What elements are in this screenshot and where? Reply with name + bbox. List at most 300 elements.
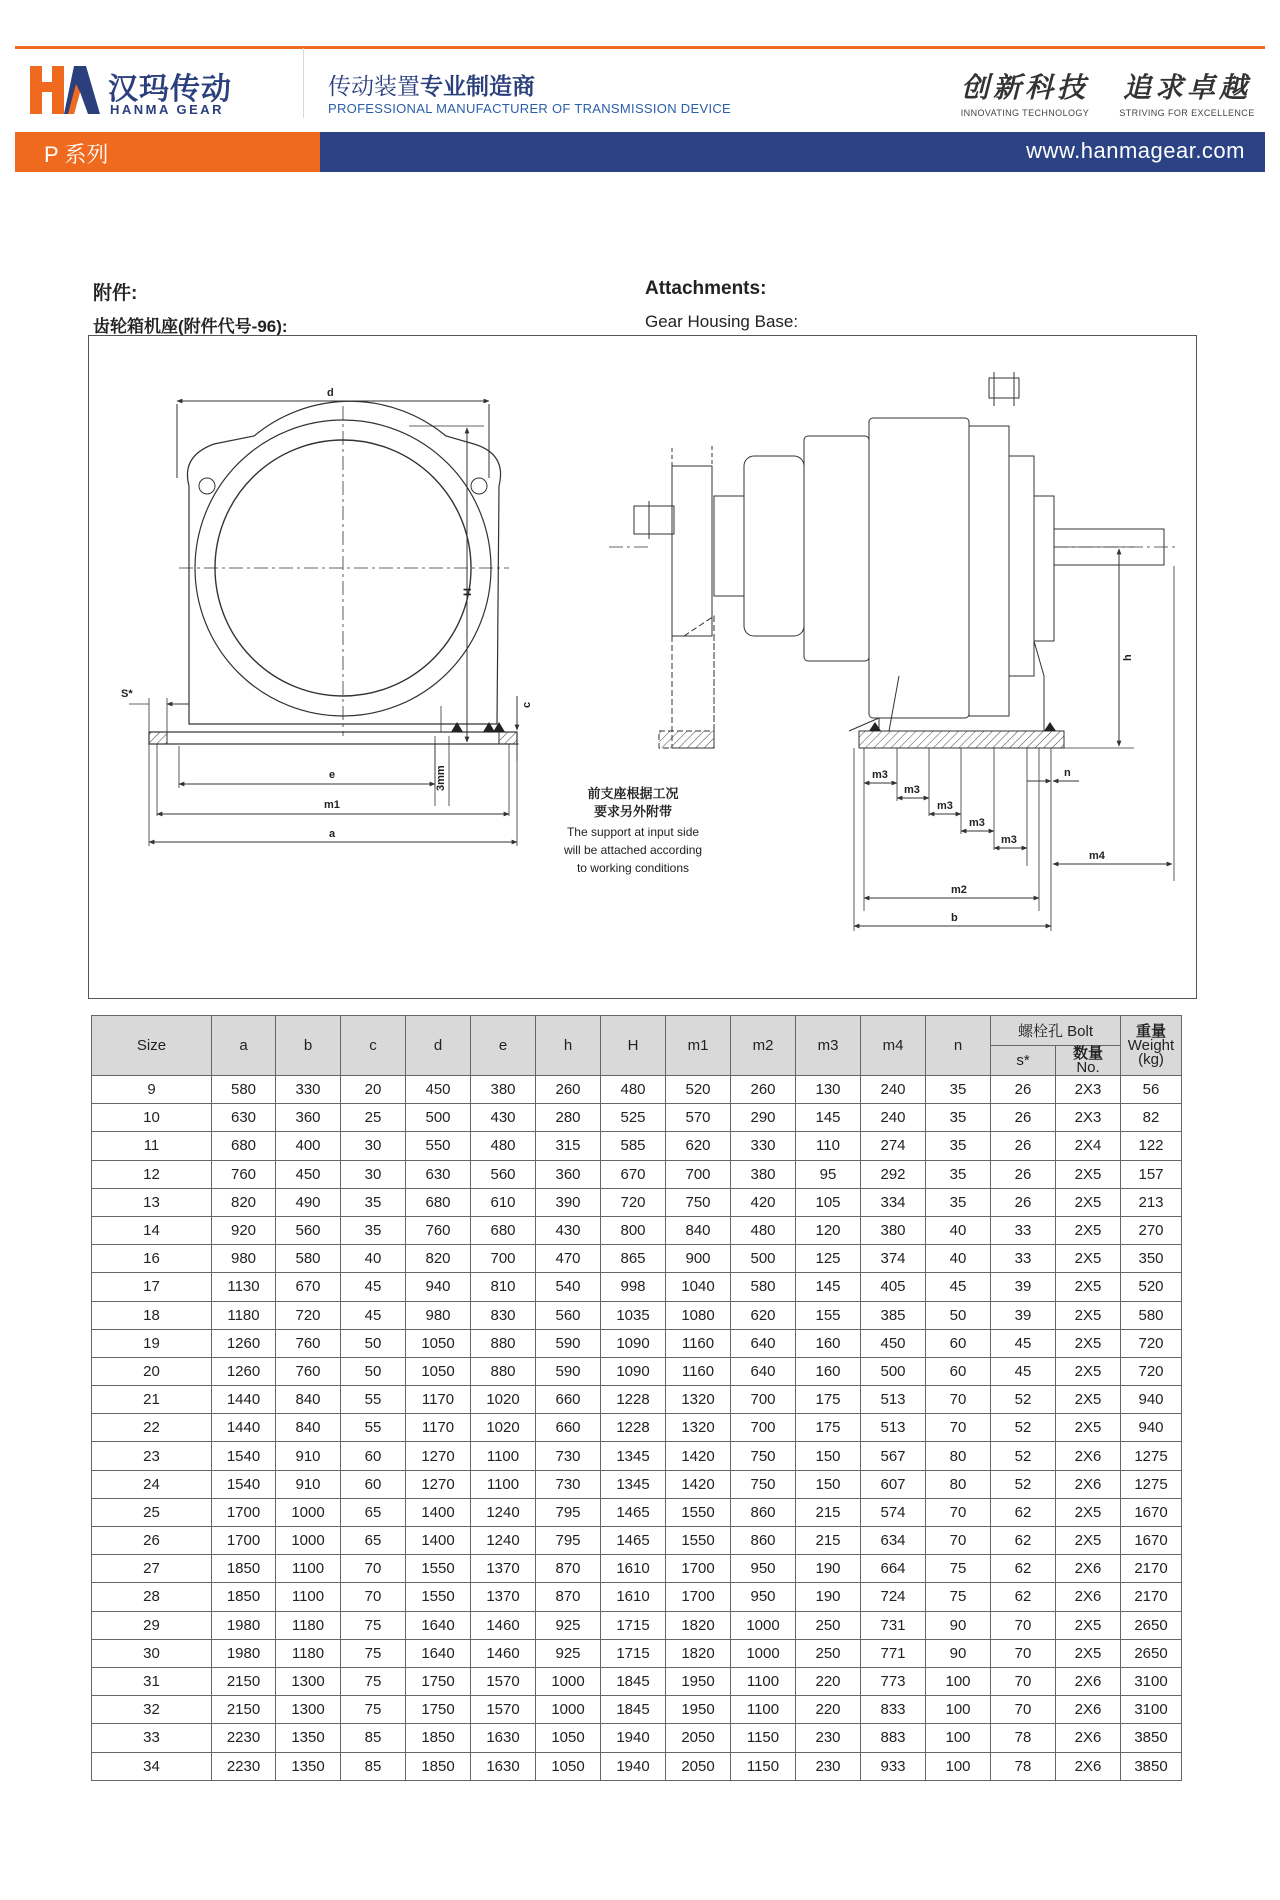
table-cell: 240 xyxy=(861,1076,926,1104)
table-cell: 150 xyxy=(796,1442,861,1470)
table-cell: 213 xyxy=(1121,1188,1182,1216)
table-cell: 122 xyxy=(1121,1132,1182,1160)
table-row xyxy=(92,1329,1182,1357)
table-cell: 230 xyxy=(796,1724,861,1752)
table-cell: 70 xyxy=(991,1611,1056,1639)
col-h: h xyxy=(536,1016,601,1076)
table-cell: 1000 xyxy=(276,1527,341,1555)
table-cell: 360 xyxy=(276,1104,341,1132)
table-cell: 70 xyxy=(991,1667,1056,1695)
table-cell: 50 xyxy=(341,1329,406,1357)
col-n: n xyxy=(926,1016,991,1076)
table-cell: 60 xyxy=(341,1442,406,1470)
table-cell: 26 xyxy=(991,1132,1056,1160)
note-cn-line1: 前支座根据工况 xyxy=(587,786,679,801)
table-cell: 1550 xyxy=(406,1583,471,1611)
table-cell: 700 xyxy=(471,1245,536,1273)
slogan-striving xyxy=(1112,66,1262,118)
table-cell: 2X5 xyxy=(1056,1273,1121,1301)
table-cell: 26 xyxy=(92,1527,212,1555)
table-cell: 250 xyxy=(796,1639,861,1667)
table-cell: 2150 xyxy=(212,1696,276,1724)
table-cell: 10 xyxy=(92,1104,212,1132)
dim-e-label: e xyxy=(329,769,336,781)
table-cell: 1820 xyxy=(666,1639,731,1667)
table-cell: 720 xyxy=(1121,1357,1182,1385)
table-cell: 513 xyxy=(861,1414,926,1442)
col-s: s* xyxy=(991,1046,1056,1076)
table-cell: 1080 xyxy=(666,1301,731,1329)
table-cell: 40 xyxy=(341,1245,406,1273)
table-cell: 860 xyxy=(731,1527,796,1555)
dim-b-label: b xyxy=(951,912,958,924)
table-cell: 2X5 xyxy=(1056,1639,1121,1667)
table-cell: 1100 xyxy=(471,1442,536,1470)
table-cell: 16 xyxy=(92,1245,212,1273)
table-cell: 580 xyxy=(212,1076,276,1104)
table-cell: 1980 xyxy=(212,1611,276,1639)
table-cell: 45 xyxy=(926,1273,991,1301)
table-cell: 75 xyxy=(341,1639,406,1667)
table-cell: 22 xyxy=(92,1414,212,1442)
table-cell: 590 xyxy=(536,1357,601,1385)
table-row xyxy=(92,1696,1182,1724)
table-cell: 724 xyxy=(861,1583,926,1611)
table-cell: 2X6 xyxy=(1056,1555,1121,1583)
table-cell: 680 xyxy=(471,1216,536,1244)
table-cell: 870 xyxy=(536,1555,601,1583)
table-cell: 274 xyxy=(861,1132,926,1160)
table-cell: 70 xyxy=(341,1555,406,1583)
table-cell: 700 xyxy=(666,1160,731,1188)
table-cell: 2X5 xyxy=(1056,1160,1121,1188)
table-cell: 940 xyxy=(1121,1386,1182,1414)
header-divider xyxy=(303,48,304,118)
table-cell: 215 xyxy=(796,1498,861,1526)
table-cell: 700 xyxy=(731,1414,796,1442)
table-row xyxy=(92,1442,1182,1470)
col-d: d xyxy=(406,1016,471,1076)
table-cell: 26 xyxy=(991,1104,1056,1132)
table-cell: 2X5 xyxy=(1056,1329,1121,1357)
table-cell: 420 xyxy=(731,1188,796,1216)
table-cell: 155 xyxy=(796,1301,861,1329)
table-cell: 880 xyxy=(471,1357,536,1385)
table-cell: 2X5 xyxy=(1056,1357,1121,1385)
dim-m3-label-2: m3 xyxy=(904,784,920,796)
table-cell: 405 xyxy=(861,1273,926,1301)
table-cell: 80 xyxy=(926,1470,991,1498)
table-cell: 1670 xyxy=(1121,1498,1182,1526)
table-cell: 145 xyxy=(796,1104,861,1132)
no-cn: 数量 xyxy=(1072,1044,1103,1062)
table-cell: 1350 xyxy=(276,1752,341,1780)
table-cell: 2X5 xyxy=(1056,1414,1121,1442)
table-row xyxy=(92,1357,1182,1385)
table-cell: 1570 xyxy=(471,1667,536,1695)
table-cell: 610 xyxy=(471,1188,536,1216)
table-cell: 925 xyxy=(536,1611,601,1639)
table-cell: 35 xyxy=(341,1216,406,1244)
table-cell: 1370 xyxy=(471,1583,536,1611)
table-cell: 56 xyxy=(1121,1076,1182,1104)
table-cell: 315 xyxy=(536,1132,601,1160)
table-cell: 585 xyxy=(601,1132,666,1160)
table-cell: 1040 xyxy=(666,1273,731,1301)
table-cell: 215 xyxy=(796,1527,861,1555)
table-cell: 1980 xyxy=(212,1639,276,1667)
table-cell: 19 xyxy=(92,1329,212,1357)
table-cell: 1160 xyxy=(666,1329,731,1357)
table-cell: 670 xyxy=(276,1273,341,1301)
table-cell: 1640 xyxy=(406,1639,471,1667)
table-cell: 270 xyxy=(1121,1216,1182,1244)
table-cell: 1845 xyxy=(601,1696,666,1724)
table-row xyxy=(92,1724,1182,1752)
table-cell: 2050 xyxy=(666,1724,731,1752)
table-cell: 630 xyxy=(406,1160,471,1188)
table-cell: 52 xyxy=(991,1470,1056,1498)
table-cell: 95 xyxy=(796,1160,861,1188)
table-cell: 490 xyxy=(276,1188,341,1216)
table-row xyxy=(92,1611,1182,1639)
table-cell: 1460 xyxy=(471,1639,536,1667)
table-cell: 20 xyxy=(92,1357,212,1385)
table-row xyxy=(92,1667,1182,1695)
hanma-logo-icon xyxy=(28,62,103,117)
table-cell: 750 xyxy=(731,1442,796,1470)
table-cell: 230 xyxy=(796,1752,861,1780)
table-cell: 380 xyxy=(731,1160,796,1188)
table-cell: 2X5 xyxy=(1056,1498,1121,1526)
table-cell: 175 xyxy=(796,1414,861,1442)
table-cell: 1610 xyxy=(601,1583,666,1611)
table-cell: 30 xyxy=(341,1160,406,1188)
table-cell: 1240 xyxy=(471,1527,536,1555)
table-cell: 1550 xyxy=(666,1527,731,1555)
table-cell: 1020 xyxy=(471,1386,536,1414)
note-cn-line2: 要求另外附带 xyxy=(593,804,673,819)
col-m2: m2 xyxy=(731,1016,796,1076)
tagline-bold: 专业制造商 xyxy=(420,73,535,99)
table-cell: 2X3 xyxy=(1056,1076,1121,1104)
table-cell: 2230 xyxy=(212,1724,276,1752)
table-cell: 950 xyxy=(731,1555,796,1583)
table-cell: 14 xyxy=(92,1216,212,1244)
table-cell: 65 xyxy=(341,1527,406,1555)
table-cell: 78 xyxy=(991,1752,1056,1780)
table-cell: 2X5 xyxy=(1056,1188,1121,1216)
table-cell: 450 xyxy=(276,1160,341,1188)
table-row xyxy=(92,1245,1182,1273)
table-cell: 70 xyxy=(926,1386,991,1414)
tagline-english: PROFESSIONAL MANUFACTURER OF TRANSMISSION DEVICE xyxy=(328,101,732,116)
table-cell: 65 xyxy=(341,1498,406,1526)
slogan2-chinese: 追求卓越 xyxy=(1122,71,1251,104)
table-cell: 480 xyxy=(471,1132,536,1160)
table-cell: 1000 xyxy=(536,1696,601,1724)
table-cell: 11 xyxy=(92,1132,212,1160)
table-cell: 35 xyxy=(341,1188,406,1216)
table-cell: 925 xyxy=(536,1639,601,1667)
table-cell: 157 xyxy=(1121,1160,1182,1188)
table-cell: 45 xyxy=(991,1357,1056,1385)
table-row xyxy=(92,1498,1182,1526)
table-cell: 1700 xyxy=(212,1527,276,1555)
table-cell: 1000 xyxy=(731,1639,796,1667)
table-cell: 525 xyxy=(601,1104,666,1132)
table-cell: 630 xyxy=(212,1104,276,1132)
table-cell: 430 xyxy=(536,1216,601,1244)
dim-s-label: S* xyxy=(121,688,133,700)
table-cell: 795 xyxy=(536,1527,601,1555)
series-label: P 系列 xyxy=(44,142,109,167)
table-cell: 664 xyxy=(861,1555,926,1583)
table-cell: 771 xyxy=(861,1639,926,1667)
table-cell: 13 xyxy=(92,1188,212,1216)
col-a: a xyxy=(212,1016,276,1076)
table-cell: 580 xyxy=(1121,1301,1182,1329)
table-cell: 33 xyxy=(92,1724,212,1752)
table-row xyxy=(92,1752,1182,1780)
table-cell: 35 xyxy=(926,1104,991,1132)
table-cell: 2X6 xyxy=(1056,1696,1121,1724)
col-H: H xyxy=(601,1016,666,1076)
table-cell: 520 xyxy=(666,1076,731,1104)
table-cell: 3100 xyxy=(1121,1696,1182,1724)
table-row xyxy=(92,1132,1182,1160)
table-cell: 1820 xyxy=(666,1611,731,1639)
table-row xyxy=(92,1301,1182,1329)
table-cell: 680 xyxy=(212,1132,276,1160)
table-cell: 26 xyxy=(991,1076,1056,1104)
table-cell: 1940 xyxy=(601,1752,666,1780)
dim-d-label: d xyxy=(327,387,334,399)
table-cell: 1090 xyxy=(601,1329,666,1357)
table-cell: 1130 xyxy=(212,1273,276,1301)
table-cell: 450 xyxy=(406,1076,471,1104)
table-cell: 2650 xyxy=(1121,1639,1182,1667)
table-cell: 840 xyxy=(276,1386,341,1414)
table-cell: 1700 xyxy=(666,1555,731,1583)
table-cell: 80 xyxy=(926,1442,991,1470)
front-view xyxy=(121,387,533,846)
table-cell: 20 xyxy=(341,1076,406,1104)
table-cell: 660 xyxy=(536,1414,601,1442)
table-cell: 1750 xyxy=(406,1667,471,1695)
table-cell: 35 xyxy=(926,1076,991,1104)
table-cell: 2X6 xyxy=(1056,1752,1121,1780)
table-cell: 750 xyxy=(731,1470,796,1498)
table-cell: 634 xyxy=(861,1527,926,1555)
table-cell: 560 xyxy=(471,1160,536,1188)
dim-h-label: h xyxy=(1122,654,1134,661)
table-cell: 250 xyxy=(796,1611,861,1639)
table-cell: 145 xyxy=(796,1273,861,1301)
table-cell: 75 xyxy=(341,1667,406,1695)
table-cell: 3850 xyxy=(1121,1752,1182,1780)
table-header xyxy=(92,1016,1182,1076)
table-cell: 31 xyxy=(92,1667,212,1695)
dim-c-label: c xyxy=(521,701,533,708)
table-cell: 800 xyxy=(601,1216,666,1244)
table-cell: 60 xyxy=(341,1470,406,1498)
table-cell: 1300 xyxy=(276,1667,341,1695)
table-cell: 500 xyxy=(861,1357,926,1385)
weight-cn: 重量 xyxy=(1135,1022,1166,1040)
table-cell: 870 xyxy=(536,1583,601,1611)
table-cell: 125 xyxy=(796,1245,861,1273)
table-cell: 2X3 xyxy=(1056,1104,1121,1132)
table-cell: 731 xyxy=(861,1611,926,1639)
table-cell: 1850 xyxy=(212,1583,276,1611)
table-cell: 760 xyxy=(276,1329,341,1357)
table-cell: 620 xyxy=(666,1132,731,1160)
table-cell: 150 xyxy=(796,1470,861,1498)
table-cell: 90 xyxy=(926,1611,991,1639)
table-cell: 580 xyxy=(731,1273,796,1301)
table-cell: 2170 xyxy=(1121,1555,1182,1583)
hanma-logo xyxy=(28,60,278,120)
table-cell: 52 xyxy=(991,1414,1056,1442)
table-cell: 1000 xyxy=(276,1498,341,1526)
table-cell: 160 xyxy=(796,1329,861,1357)
table-cell: 1050 xyxy=(406,1357,471,1385)
table-cell: 35 xyxy=(926,1188,991,1216)
table-cell: 1630 xyxy=(471,1752,536,1780)
table-cell: 1345 xyxy=(601,1470,666,1498)
dim-m3-label-1: m3 xyxy=(872,769,888,781)
col-size: Size xyxy=(92,1016,212,1076)
table-cell: 380 xyxy=(861,1216,926,1244)
weight-en: Weight xyxy=(1127,1036,1175,1054)
table-cell: 760 xyxy=(276,1357,341,1385)
table-cell: 1275 xyxy=(1121,1470,1182,1498)
table-cell: 950 xyxy=(731,1583,796,1611)
table-cell: 2X6 xyxy=(1056,1470,1121,1498)
table-cell: 760 xyxy=(212,1160,276,1188)
table-cell: 33 xyxy=(991,1216,1056,1244)
table-row xyxy=(92,1386,1182,1414)
website-link[interactable]: www.hanmagear.com xyxy=(1026,138,1245,163)
table-row xyxy=(92,1555,1182,1583)
table-cell: 1180 xyxy=(276,1639,341,1667)
table-cell: 220 xyxy=(796,1667,861,1695)
table-cell: 390 xyxy=(536,1188,601,1216)
table-cell: 730 xyxy=(536,1470,601,1498)
header-top-line xyxy=(15,46,1265,49)
col-e: e xyxy=(471,1016,536,1076)
table-cell: 1320 xyxy=(666,1414,731,1442)
table-cell: 70 xyxy=(926,1414,991,1442)
slogan2-english: STRIVING FOR EXCELLENCE xyxy=(1119,108,1255,118)
table-cell: 833 xyxy=(861,1696,926,1724)
table-cell: 940 xyxy=(1121,1414,1182,1442)
table-cell: 1940 xyxy=(601,1724,666,1752)
table-cell: 840 xyxy=(276,1414,341,1442)
table-cell: 1540 xyxy=(212,1470,276,1498)
table-cell: 1715 xyxy=(601,1611,666,1639)
table-cell: 1465 xyxy=(601,1527,666,1555)
table-cell: 1150 xyxy=(731,1724,796,1752)
table-cell: 1100 xyxy=(731,1696,796,1724)
gear-housing-base-drawing xyxy=(89,336,1196,998)
table-cell: 70 xyxy=(926,1498,991,1526)
table-cell: 1640 xyxy=(406,1611,471,1639)
table-cell: 290 xyxy=(731,1104,796,1132)
weight-unit: (kg) xyxy=(1138,1050,1164,1068)
tagline-normal: 传动装置 xyxy=(328,73,420,99)
tagline-chinese xyxy=(328,68,535,101)
table-cell: 1550 xyxy=(406,1555,471,1583)
table-cell: 85 xyxy=(341,1752,406,1780)
note-en-line2: will be attached according xyxy=(563,843,703,857)
table-cell: 480 xyxy=(731,1216,796,1244)
table-cell: 998 xyxy=(601,1273,666,1301)
table-row xyxy=(92,1104,1182,1132)
slogan1-english: INNOVATING TECHNOLOGY xyxy=(960,108,1090,118)
table-cell: 12 xyxy=(92,1160,212,1188)
table-cell: 45 xyxy=(341,1301,406,1329)
table-cell: 62 xyxy=(991,1583,1056,1611)
table-cell: 35 xyxy=(926,1132,991,1160)
dim-H-label: H xyxy=(462,588,474,596)
table-cell: 910 xyxy=(276,1470,341,1498)
table-cell: 17 xyxy=(92,1273,212,1301)
table-cell: 35 xyxy=(926,1160,991,1188)
table-cell: 1180 xyxy=(212,1301,276,1329)
table-cell: 55 xyxy=(341,1414,406,1442)
table-cell: 1100 xyxy=(276,1583,341,1611)
table-body xyxy=(92,1076,1182,1781)
table-cell: 50 xyxy=(926,1301,991,1329)
table-cell: 820 xyxy=(212,1188,276,1216)
table-cell: 25 xyxy=(92,1498,212,1526)
col-no xyxy=(1056,1046,1121,1076)
table-cell: 30 xyxy=(92,1639,212,1667)
table-row xyxy=(92,1527,1182,1555)
table-cell: 100 xyxy=(926,1696,991,1724)
table-cell: 50 xyxy=(341,1357,406,1385)
table-cell: 1850 xyxy=(212,1555,276,1583)
table-cell: 25 xyxy=(341,1104,406,1132)
table-cell: 567 xyxy=(861,1442,926,1470)
table-cell: 1150 xyxy=(731,1752,796,1780)
table-cell: 1275 xyxy=(1121,1442,1182,1470)
dim-a-label: a xyxy=(329,828,336,840)
table-cell: 1400 xyxy=(406,1498,471,1526)
table-cell: 1460 xyxy=(471,1611,536,1639)
table-cell: 980 xyxy=(406,1301,471,1329)
table-cell: 2X6 xyxy=(1056,1583,1121,1611)
col-bolt: 螺栓孔 Bolt xyxy=(991,1016,1121,1046)
logo-chinese-name: 汉玛传动 xyxy=(108,73,232,106)
table-cell: 2X6 xyxy=(1056,1724,1121,1752)
table-cell: 730 xyxy=(536,1442,601,1470)
table-cell: 883 xyxy=(861,1724,926,1752)
gear-housing-base-title-en: Gear Housing Base: xyxy=(645,312,799,331)
table-cell: 910 xyxy=(276,1442,341,1470)
table-cell: 1850 xyxy=(406,1724,471,1752)
table-cell: 1180 xyxy=(276,1611,341,1639)
table-cell: 130 xyxy=(796,1076,861,1104)
table-cell: 220 xyxy=(796,1696,861,1724)
table-cell: 30 xyxy=(341,1132,406,1160)
table-cell: 1100 xyxy=(276,1555,341,1583)
table-row xyxy=(92,1273,1182,1301)
table-cell: 1300 xyxy=(276,1696,341,1724)
table-cell: 1050 xyxy=(406,1329,471,1357)
